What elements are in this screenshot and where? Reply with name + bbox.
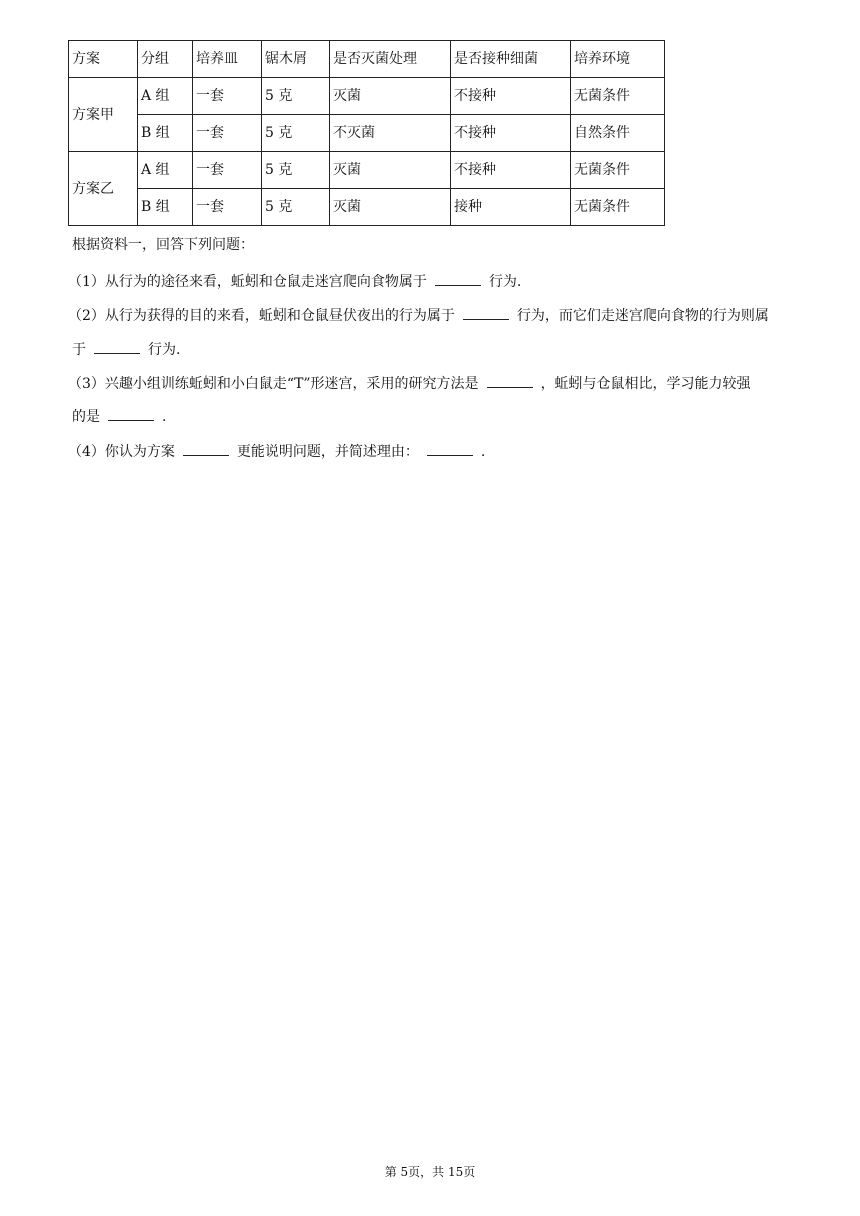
table-cell: A 组 <box>138 152 193 189</box>
question-2-continued <box>72 339 180 359</box>
table-cell: A 组 <box>138 78 193 115</box>
question-2 <box>68 305 769 325</box>
table-cell: B 组 <box>138 189 193 226</box>
table-cell: 一套 <box>193 115 262 152</box>
table-cell: 无菌条件 <box>571 189 665 226</box>
table-cell: 5 克 <box>262 78 330 115</box>
table-cell: 不接种 <box>451 152 571 189</box>
header-cell: 是否灭菌处理 <box>330 41 451 78</box>
table-cell: 灭菌 <box>330 189 451 226</box>
table-row <box>69 189 665 226</box>
table-cell: 一套 <box>193 189 262 226</box>
question-text: 更能说明问题，并简述理由： <box>236 444 419 460</box>
answer-blank[interactable] <box>463 305 509 320</box>
answer-blank[interactable] <box>435 271 481 286</box>
table-cell: 接种 <box>451 189 571 226</box>
question-text: （4）你认为方案 <box>68 444 175 460</box>
question-text: （3）兴趣小组训练蚯蚓和小白鼠走“T”形迷宫，采用的研究方法是 <box>68 376 479 392</box>
table-cell: 不灭菌 <box>330 115 451 152</box>
question-1 <box>68 271 521 291</box>
intro-text: 根据资料一，回答下列问题： <box>72 237 254 253</box>
answer-blank[interactable] <box>108 406 154 421</box>
question-text: （2）从行为获得的目的来看，蚯蚓和仓鼠昼伏夜出的行为属于 <box>68 308 455 324</box>
question-text: 行为. <box>488 274 522 290</box>
page-footer: 第 5页，共 15页 <box>384 1165 476 1179</box>
header-cell: 分组 <box>138 41 193 78</box>
table-cell: 自然条件 <box>571 115 665 152</box>
header-cell: 是否接种细菌 <box>451 41 571 78</box>
table-cell: 不接种 <box>451 115 571 152</box>
table-cell: 灭菌 <box>330 152 451 189</box>
question-text: 于 <box>72 342 86 358</box>
answer-blank[interactable] <box>427 441 473 456</box>
table-row <box>69 115 665 152</box>
table-cell: 无菌条件 <box>571 152 665 189</box>
header-cell: 培养皿 <box>193 41 262 78</box>
header-cell: 锯木屑 <box>262 41 330 78</box>
question-3-continued <box>72 406 166 426</box>
table-header-row <box>69 41 665 78</box>
table-cell: 一套 <box>193 78 262 115</box>
table-cell: B 组 <box>138 115 193 152</box>
table-cell: 不接种 <box>451 78 571 115</box>
table-row <box>69 152 665 189</box>
answer-blank[interactable] <box>183 441 229 456</box>
table-row <box>69 78 665 115</box>
question-4 <box>68 441 485 461</box>
question-text: 行为，而它们走迷宫爬向食物的行为则属 <box>516 308 769 324</box>
question-text: （1）从行为的途径来看，蚯蚓和仓鼠走迷宫爬向食物属于 <box>68 274 427 290</box>
question-text: 的是 <box>72 409 100 425</box>
header-cell: 方案 <box>69 41 138 78</box>
table-cell: 无菌条件 <box>571 78 665 115</box>
table-cell: 一套 <box>193 152 262 189</box>
table-cell: 灭菌 <box>330 78 451 115</box>
group-name-cell: 方案甲 <box>69 78 138 152</box>
answer-blank[interactable] <box>487 373 533 388</box>
question-text: . <box>162 409 167 425</box>
table-cell: 5 克 <box>262 115 330 152</box>
question-text: ，蚯蚓与仓鼠相比，学习能力较强 <box>540 376 751 392</box>
table-cell: 5 克 <box>262 152 330 189</box>
question-text: . <box>480 444 486 460</box>
header-cell: 培养环境 <box>571 41 665 78</box>
group-name-cell: 方案乙 <box>69 152 138 226</box>
answer-blank[interactable] <box>94 339 140 354</box>
question-3 <box>68 373 751 393</box>
table-cell: 5 克 <box>262 189 330 226</box>
experiment-table <box>68 40 665 226</box>
question-text: 行为. <box>148 342 181 358</box>
